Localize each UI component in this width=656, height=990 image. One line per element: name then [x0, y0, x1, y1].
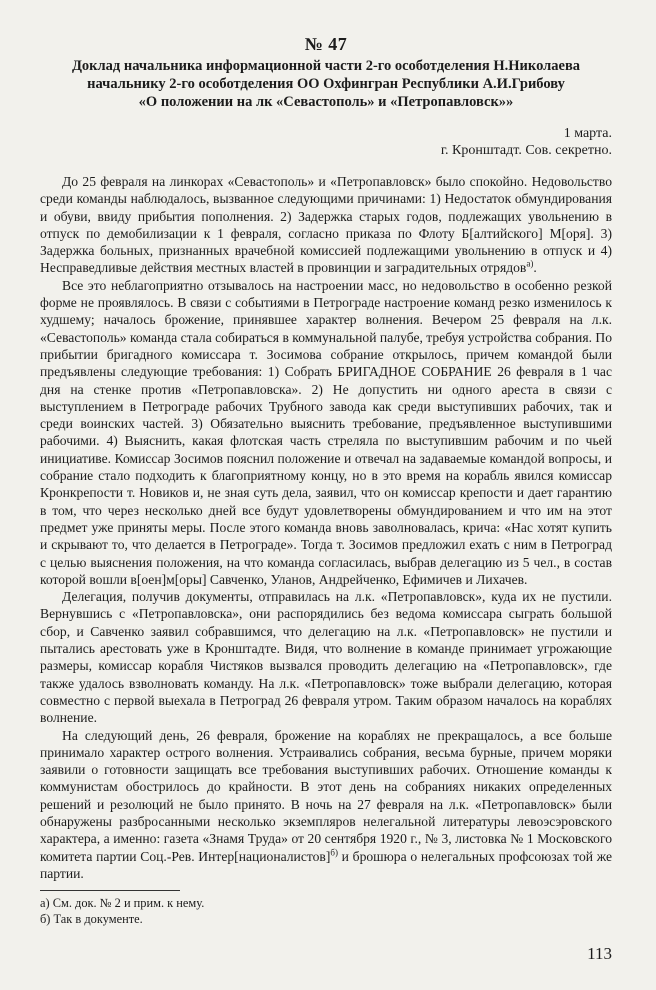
paragraph-tail: и брошюра о нелегальных профсоюзах той же партии. — [40, 848, 612, 881]
title-line-1: Доклад начальника информационной части 2-го особотделения Н.Николаева — [71, 58, 581, 74]
paragraph-4 — [40, 727, 612, 883]
date: 1 марта. — [563, 126, 612, 141]
title-line-2: начальнику 2-го особотделения ОО Охфингран Республики А.И.Грибову — [87, 76, 565, 92]
paragraph-3 — [40, 588, 612, 726]
paragraph-text: До 25 февраля на линкорах «Севастополь» и «Петропавловск» было спокойно. Недовольство среди команды наблюдалось, вызванное следующими причинами: 1) Недостаток обмундирования и обуви, ввиду прибытия пополнения. 2) Задержка старых годов, подлежащих увольнению в отпуск по демобилизации к 1 февраля, согласно приказа по Флоту Б[алтийского] М[оря]. 3) Задержка больных, признанных врачебной комиссией подлежащими увольнению в отпуск и 4) Несправедливые действия местных властей в провинции и заградительных отрядов — [40, 174, 612, 276]
document-title — [40, 57, 612, 111]
paragraph-1 — [40, 173, 612, 277]
place-and-classification: г. Кронштадт. Сов. секретно. — [440, 143, 612, 158]
dateline — [40, 125, 612, 159]
paragraph-text: На следующий день, 26 февраля, брожение на кораблях не прекращалось, а все больше принимало характер острого волнения. Устраивались собрания, весьма бурные, причем моряки заявили о готовности защищать все требования выступивших рабочих. Отношение команды к коммунистам обострилось до крайности. В этот день на собраниях никаких определенных решений и резолюций не было принято. В ночь на 27 февраля на л.к. «Петропавловск» были обнаружены разбросанными несколько экземпляров нелегальной литературы левоэсэровского характера, а именно: газета «Знамя Труда» от 20 сентября 1920 г., № 3, листовка № 1 Московского комитета партии Соц.-Рев. Интер[националистов] — [40, 727, 612, 864]
report-body — [40, 173, 612, 882]
paragraph-2 — [40, 277, 612, 588]
paragraph-tail: . — [533, 260, 537, 276]
paragraph-text: Делегация, получив документы, отправилась на л.к. «Петропавловск», куда их не пустили. Вернувшись с «Петропавловска», они распорядились без ведома комиссара сыграть большой сбор, и Савченко заявил собравшимся, что делегацию на л.к. «Петропавловск» не пустили и пытались арестовать уже в Кронштадте. Видя, что волнение в команде принимает угрожающие размеры, комиссар корабля Чистяков вызвался проводить делегацию на «Петропавловск», где также удалось взволновать команду. На л.к. «Петропавловск» тоже выбрали делегацию, которая совместно с первой выехала в Петроград 26 февраля утром. Таким образом началось на кораблях волнение. — [40, 589, 612, 726]
footnote-ref-a: а) — [526, 258, 534, 269]
footnote-b: б) Так в документе. — [40, 912, 143, 927]
title-line-3: «О положении на лк «Севастополь» и «Петропавловск»» — [138, 94, 514, 110]
page-number: 113 — [587, 944, 612, 963]
footnotes — [40, 895, 612, 927]
document-number: № 47 — [304, 34, 348, 54]
footnote-a: а) См. док. № 2 и прим. к нему. — [40, 896, 205, 911]
paragraph-text: Все это неблагоприятно отзывалось на настроении масс, но недовольство в особенно резкой форме не проявлялось. В связи с событиями в Петрограде настроение команд резко изменилось к худшему; началось брожение, принявшее характер волнения. Вечером 25 февраля на л.к. «Севастополь» команда стала собираться в коммунальной палубе, требуя устройства собрания. По прибытии бригадного комиссара т. Зосимова собрание открылось, причем командой были предъявлены следующие требования: 1) Собрать БРИГАДНОЕ СОБРАНИЕ 26 февраля в 1 час дня на стенке против «Петропавловска». 2) Не допустить ни одного ареста в связи с выступлением в Петрограде рабочих Трубного завода как среди выступивших рабочих, так и среди воинских частей. 3) Обязательно выяснить требование, предъявленное выступившими рабочими. 4) Выяснить, какая флотская часть стреляла по выступившим рабочим и по чьей инициативе. Комиссар Зосимов пояснил положение и отвечал на задаваемые командой вопросы, и собрание стало подходить к благоприятному концу, но в это время на корабль явился комиссар Кронкрепости т. Новиков и, не зная суть дела, заявил, что он комиссар крепости и дает гарантию в том, что через несколько дней все будут удовлетворены обмундированием и что им на этот предмет уже приняты меры. После этого команда вновь заволновалась, крича: «Нас хотят купить и скрывают то, что делается в Петрограде». Тогда т. Зосимов предложил ехать с ним в Петроград с целью выяснения положения, на что команда согласилась, выбрав делегацию из 5 чел., в состав которой вошли в[оен]м[оры] Савченко, Уланов, Андрейченко, Ефимичев и Лихачев. — [40, 277, 612, 587]
footnote-ref-b: б) — [330, 847, 338, 858]
footnote-divider — [40, 890, 180, 891]
